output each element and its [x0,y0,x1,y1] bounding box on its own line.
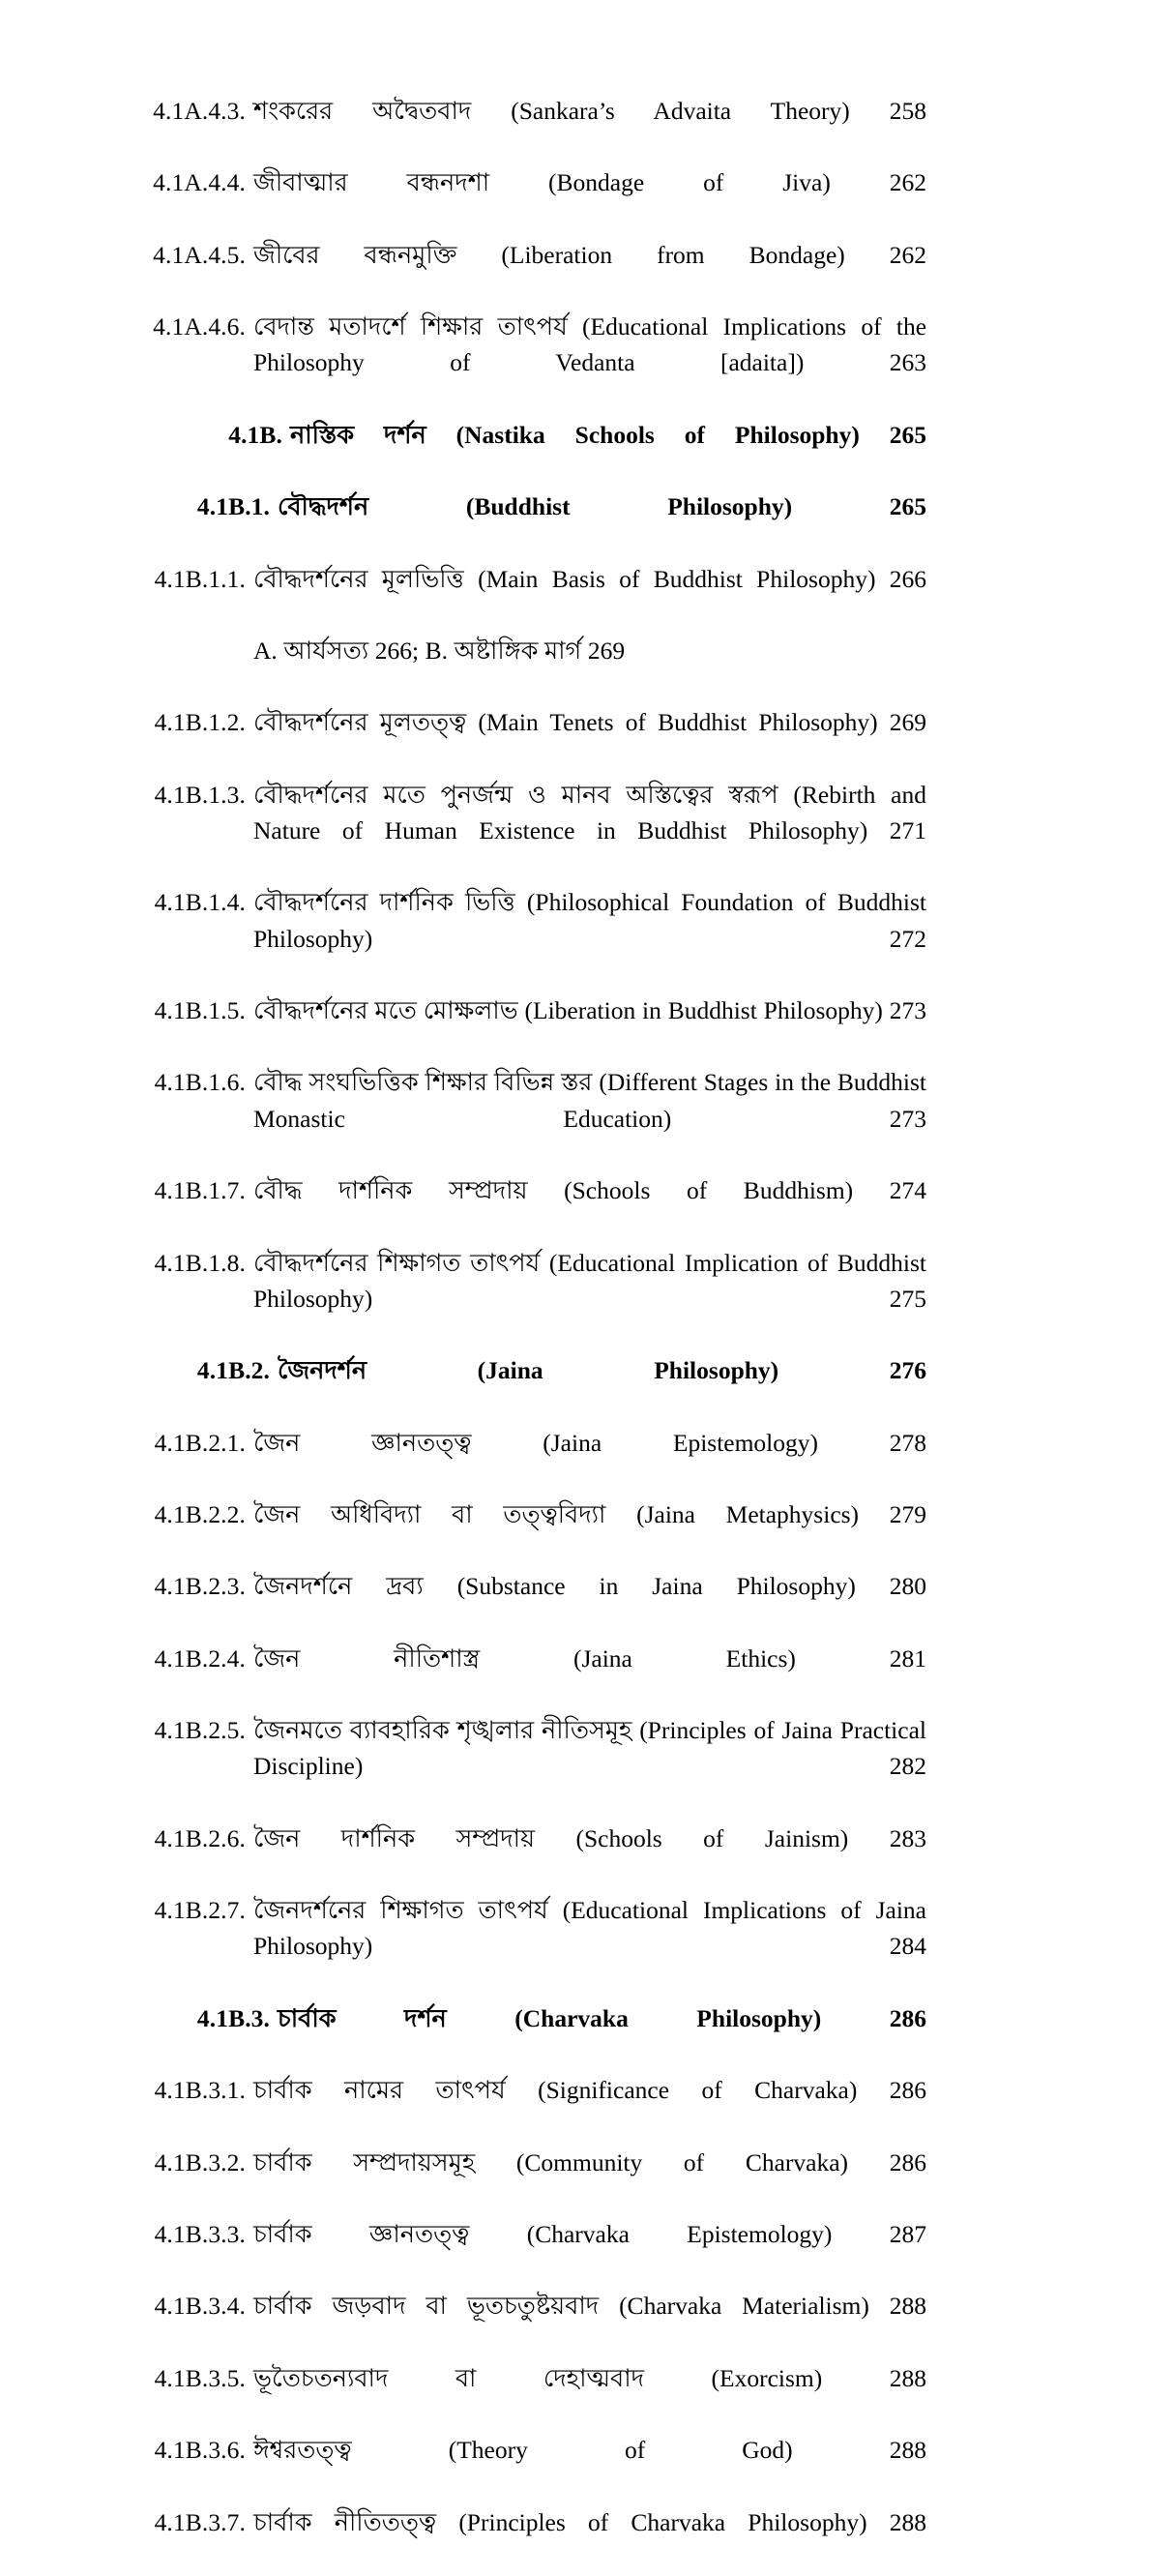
toc-entry-title-bengali: বেদান্ত মতাদর্শে শিক্ষার তাৎপর্য [253,312,568,341]
toc-entry-title-bengali: বৌদ্ধদর্শনের দার্শনিক ভিত্তি [253,888,515,917]
toc-entry-text [253,1568,926,1640]
toc-entry-text [253,1821,926,1892]
toc-entry-title-bengali: চার্বাক জ্ঞানতত্ত্ব [253,2219,470,2248]
toc-entry-number: 4.1B.3.2. [154,2147,246,2176]
toc-entry-page-number: 278 [889,1428,926,1457]
toc-entry-title-english: (Jaina Epistemology) [543,1428,819,1457]
toc-entry [143,2000,926,2072]
toc-entry-title-bengali: চার্বাক সম্প্রদায়সমূহ [253,2147,476,2176]
toc-entry [143,1352,926,1424]
toc-entry-text [278,2000,926,2072]
toc-entry [143,1712,926,1821]
toc-entry-text [253,561,926,633]
toc-entry-number: 4.1B.1.5. [154,996,246,1025]
toc-entry-title-english: (Philosophical Foundation of Buddhist Philosophy) [253,888,927,953]
toc-entry-title-bengali: বৌদ্ধ সংঘভিত্তিক শিক্ষার বিভিন্ন স্তর [253,1068,593,1097]
toc-entry-title-english: (Schools of Buddhism) [564,1176,854,1205]
toc-entry-title-bengali: জৈন নীতিশাস্ত্র [253,1643,481,1673]
toc-entry-page-number: 262 [889,240,927,269]
toc-entry-text [253,884,926,992]
toc-entry-title-english: (Main Basis of Buddhist Philosophy) [478,564,876,593]
toc-entry-page-number: 265 [889,492,927,521]
toc-entry-title-english: (Charvaka Materialism) [619,2292,869,2321]
toc-entry-text [290,417,926,489]
toc-entry-title-bengali: বৌদ্ধদর্শনের মূলভিত্তি [253,564,464,593]
toc-entry-text [253,2360,926,2432]
toc-entry-title-english: (Principles of Jaina Practical Discipline) [253,1716,926,1781]
toc-entry [143,2072,926,2144]
toc-entry-title-bengali: জৈনদর্শনে দ্রব্য [253,1572,424,1601]
toc-entry-text [253,2145,926,2216]
toc-entry-text [253,2504,926,2576]
toc-entry-title-english: (Schools of Jainism) [575,1823,849,1852]
toc-entry-number: 4.1B.1.4. [154,888,246,917]
toc-entry [143,884,926,992]
toc-entry-text [253,992,926,1064]
toc-entry-title-bengali: জৈনদর্শন [278,1356,367,1385]
toc-entry [143,561,926,633]
toc-entry-page-number: 263 [889,348,926,377]
toc-entry [143,1425,926,1496]
toc-entry [143,2360,926,2432]
toc-entry-title-bengali: জীবাত্মার বন্ধনদশা [253,168,490,197]
toc-entry [143,1172,926,1244]
toc-entry-title-english: (Liberation from Bondage) [501,240,845,269]
toc-entry-number: 4.1B.2.1. [154,1428,246,1457]
toc-entry-text [253,1425,926,1496]
toc-entry-title-english: (Charvaka Philosophy) [514,2003,822,2032]
toc-entry-text [253,777,926,885]
toc-subline-text: A. আর্যসত্য 266; B. অষ্টাঙ্গিক মার্গ 269 [253,637,626,666]
toc-entry [143,1821,926,1892]
toc-entry-page-number: 288 [889,2363,927,2392]
toc-entry-text [253,2288,926,2359]
toc-entry-page-number: 273 [889,996,927,1025]
toc-entry [143,417,926,489]
toc-entry-number: 4.1B.2.3. [154,1572,246,1601]
toc-entry-title-english: (Nastika Schools of Philosophy) [455,420,860,449]
toc-entry-page-number: 262 [889,168,926,197]
toc-entry-text [278,489,926,560]
toc-entry-title-bengali: বৌদ্ধ দার্শনিক সম্প্রদায় [253,1176,528,1205]
toc-entry-title-bengali: জৈন দার্শনিক সম্প্রদায় [253,1823,536,1852]
toc-entry-title-bengali: ভূতৈচতন্যবাদ বা দেহাত্মবাদ [253,2363,645,2392]
toc-entry-title-bengali: নাস্তিক দর্শন [290,420,426,449]
toc-entry-text [253,704,926,776]
toc-entry-title-bengali: চার্বাক দর্শন [278,2003,447,2032]
toc-entry-title-bengali: জৈনদর্শনের শিক্ষাগত তাৎপর্য [253,1896,548,1925]
toc-entry-title-english: (Community of Charvaka) [515,2147,849,2176]
toc-entry-text [253,1245,926,1353]
toc-entry [143,2145,926,2216]
toc-entry [143,237,926,309]
toc-entry-page-number: 272 [889,924,926,953]
toc-entry-title-english: (Different Stages in the Buddhist Monastic Education) [253,1068,927,1133]
toc-entry-number: 4.1B.3.7. [154,2507,246,2536]
toc-entry-title-english: (Principles of Charvaka Philosophy) [458,2507,867,2536]
toc-entry-title-english: (Sankara’s Advaita Theory) [511,97,850,125]
toc-entry-title-bengali: শংকরের অদ্বৈতবাদ [253,97,472,125]
toc-entry-number: 4.1B.3.1. [154,2076,246,2105]
toc-entry-number: 4.1A.4.3. [153,97,246,125]
toc-entry-page-number: 281 [889,1643,926,1673]
toc-entry-title-english: (Liberation in Buddhist Philosophy) [524,996,883,1025]
toc-entry-text [253,237,926,309]
toc-entry-page-number: 283 [889,1823,926,1852]
toc-entry-title-english: (Jaina Philosophy) [477,1356,779,1385]
toc-entry-title-english: (Buddhist Philosophy) [465,492,793,521]
toc-entry-title-english: (Jaina Metaphysics) [636,1499,860,1528]
toc-entry [143,1892,926,2000]
toc-entry-title-bengali: ঈশ্বরতত্ত্ব [253,2436,352,2465]
toc-entry-page-number: 288 [889,2292,926,2321]
toc-entry [143,1245,926,1353]
toc-entry-text [253,164,926,236]
toc-entry-text [253,1064,926,1172]
toc-entry-text [253,2216,926,2288]
toc-entry [143,2288,926,2359]
toc-entry-page-number: 266 [889,564,926,593]
toc-entry [143,1568,926,1640]
toc-entry-page-number: 258 [889,97,926,125]
toc-entry-page-number: 286 [889,2147,926,2176]
toc-entry-text [253,93,926,164]
toc-entry-text [278,1352,926,1424]
toc-entry-number: 4.1B.1.7. [154,1176,246,1205]
toc-entry-text [253,1496,926,1568]
toc-entry-title-bengali: জৈনমতে ব্যাবহারিক শৃঙ্খলার নীতিসমূহ [253,1716,632,1745]
toc-entry-number: 4.1B.3.4. [154,2292,246,2321]
toc-entry-page-number: 282 [889,1752,926,1781]
toc-entry [143,704,926,776]
toc-entry [143,2432,926,2503]
toc-entry-page-number: 275 [889,1284,926,1313]
toc-entry-page-number: 265 [889,420,927,449]
toc-entry-text [253,1892,926,2000]
toc-entry-number: 4.1B.2.2. [154,1499,246,1528]
toc-entry-page-number: 274 [889,1176,927,1205]
toc-entry-title-english: (Exorcism) [711,2363,823,2392]
toc-entry-number: 4.1B.1.6. [154,1068,246,1097]
toc-entry-page-number: 269 [889,708,927,737]
toc-entry [143,489,926,560]
toc-entry-page-number: 276 [889,1356,927,1385]
toc-entry-title-bengali: চার্বাক নীতিতত্ত্ব [253,2507,437,2536]
toc-entry-number: 4.1B.3.3. [154,2219,246,2248]
toc-entry-text [253,1712,926,1821]
toc-entry-title-bengali: জৈন জ্ঞানতত্ত্ব [253,1428,472,1457]
toc-entry-number: 4.1B. [228,420,282,449]
toc-entry [143,1064,926,1172]
toc-entry-number: 4.1B.1.3. [154,780,246,809]
toc-entry [143,164,926,236]
toc-entry [143,992,926,1064]
toc-entry-number: 4.1B.1. [196,492,270,521]
toc-entry-title-english: (Jaina Ethics) [572,1643,796,1673]
toc-entry-page-number: 284 [889,1932,926,1961]
toc-entry-title-english: (Substance in Jaina Philosophy) [456,1572,856,1601]
toc-entry-page-number: 288 [889,2436,927,2465]
toc-entry-number: 4.1B.1.8. [154,1248,246,1277]
toc-entry-title-bengali: বৌদ্ধদর্শনের মতে মোক্ষলাভ [253,996,518,1025]
toc-entry-text [253,2072,926,2144]
toc-entry-title-english: (Charvaka Epistemology) [526,2219,833,2248]
toc-entry [143,2216,926,2288]
toc-entry-number: 4.1B.3. [196,2003,270,2032]
toc-entry-title-bengali: জীবের বন্ধনমুক্তি [253,240,457,269]
toc-entry-title-english: (Main Tenets of Buddhist Philosophy) [478,708,878,737]
toc-entry-page-number: 280 [889,1572,927,1601]
toc-entry-text [253,1641,926,1712]
toc-entry [143,1496,926,1568]
toc-entry-number: 4.1A.4.5. [153,240,246,269]
toc-entry-page-number: 287 [889,2219,927,2248]
toc-entry-number: 4.1B.1.1. [154,564,246,593]
toc-entry-page-number: 286 [889,2076,927,2105]
toc-entry-number: 4.1B.2.7. [154,1896,246,1925]
toc-entry [143,777,926,885]
toc-entry-title-english: (Educational Implication of Buddhist Philosophy) [253,1248,927,1313]
toc-entry-title-bengali: বৌদ্ধদর্শনের শিক্ষাগত তাৎপর্য [253,1248,541,1277]
toc-entry-title-english: (Bondage of Jiva) [548,168,831,197]
toc-entry-title-english: (Rebirth and Nature of Human Existence in Buddhist Philosophy) [253,780,926,845]
toc-entry [143,1641,926,1712]
toc-entry [143,309,926,417]
toc-entry-title-english: (Educational Implications of Jaina Philosophy) [253,1896,927,1961]
toc-entry-page-number: 271 [889,816,927,845]
toc-entry [143,2504,926,2576]
toc-entry-page-number: 286 [889,2003,927,2032]
toc-entry-title-english: (Theory of God) [448,2436,793,2465]
toc-entry-number: 4.1B.2.5. [154,1716,246,1745]
toc-entry-page-number: 288 [889,2507,926,2536]
toc-entry-number: 4.1B.2.4. [154,1643,246,1673]
toc-entry-subline [143,633,926,704]
toc-entry-number: 4.1A.4.6. [153,312,246,341]
toc-entry [143,93,926,164]
table-of-contents-list [143,93,926,2576]
toc-entry-title-bengali: চার্বাক জড়বাদ বা ভূতচতুষ্টয়বাদ [253,2292,600,2321]
toc-entry-text [253,2432,926,2503]
toc-entry-number: 4.1A.4.4. [153,168,246,197]
toc-entry-title-bengali: বৌদ্ধদর্শনের মতে পুনর্জন্ম ও মানব অস্তিত্বের স্বরূপ [253,780,778,809]
toc-entry-number: 4.1B.2.6. [154,1823,246,1852]
toc-entry-text [253,309,926,417]
toc-entry-title-english: (Educational Implications of the Philosophy of Vedanta [adaita]) [253,312,927,377]
toc-entry-title-bengali: বৌদ্ধদর্শন [278,492,369,521]
toc-entry-page-number: 279 [889,1499,926,1528]
toc-entry-title-bengali: চার্বাক নামের তাৎপর্য [253,2076,506,2105]
toc-entry-number: 4.1B.3.5. [154,2363,246,2392]
toc-entry-text [253,1172,926,1244]
toc-entry-number: 4.1B.3.6. [154,2436,246,2465]
toc-entry-title-english: (Significance of Charvaka) [538,2076,858,2105]
toc-entry-title-bengali: বৌদ্ধদর্শনের মূলতত্ত্ব [253,708,467,737]
toc-entry-page-number: 273 [889,1104,926,1133]
toc-entry-number: 4.1B.1.2. [154,708,246,737]
toc-entry-number: 4.1B.2. [196,1356,270,1385]
toc-entry-title-bengali: জৈন অধিবিদ্যা বা তত্ত্ববিদ্যা [253,1499,606,1528]
